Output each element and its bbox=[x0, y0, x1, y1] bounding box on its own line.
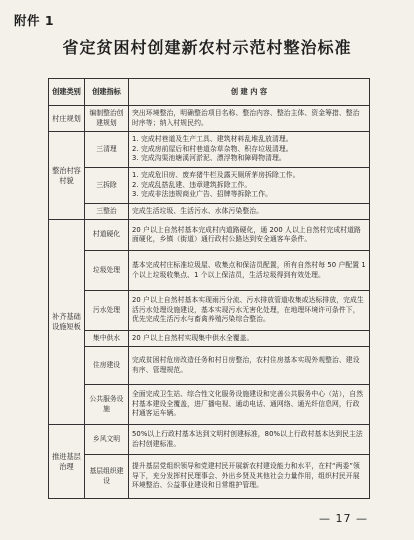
indicator-cell: 公共服务设施 bbox=[85, 385, 129, 425]
category-cell: 村庄规划 bbox=[49, 106, 85, 132]
content-cell: 完成贫困村危房改造任务和村日房整治，农村住房基本实现外观整治、建设有序、管理规范。 bbox=[129, 347, 370, 385]
category-cell: 整治村容村貌 bbox=[49, 132, 85, 220]
content-cell: 基本完成村庄标准垃圾屋、收集点和保洁员配置，所有自然村每 50 户配置 1 个以上垃圾收集点、1 个以上保洁员，生活垃圾得到有效处理。 bbox=[129, 251, 370, 291]
indicator-cell: 三拆除 bbox=[85, 168, 129, 204]
content-cell: 50%以上行政村基本达到文明村创建标准，80%以上行政村基本达到民主法治村创建标准。 bbox=[129, 425, 370, 455]
table-row bbox=[49, 331, 370, 347]
indicator-cell: 集中供水 bbox=[85, 331, 129, 347]
table-row bbox=[49, 106, 370, 132]
content-cell: 1. 完成危旧房、废弃猪牛栏及露天厕所茅房拆除工作。 2. 完成乱搭乱建、违章建筑拆除工作。 3. 完成非法违规商业广告、招牌等拆除工作。 bbox=[129, 168, 370, 204]
table-row bbox=[49, 455, 370, 499]
indicator-cell: 污水处理 bbox=[85, 291, 129, 331]
table-row bbox=[49, 220, 370, 251]
header-content: 创 建 内 容 bbox=[129, 79, 370, 106]
indicator-cell: 编制整治创建规划 bbox=[85, 106, 129, 132]
table-row bbox=[49, 204, 370, 220]
indicator-cell: 住房建设 bbox=[85, 347, 129, 385]
content-cell: 20 户以上自然村实现集中供水全覆盖。 bbox=[129, 331, 370, 347]
page-number: — 17 — bbox=[319, 512, 368, 525]
table-row bbox=[49, 251, 370, 291]
standards-table bbox=[48, 78, 370, 499]
annex-label: 附件 1 bbox=[14, 13, 55, 28]
content-cell: 全面完成卫生站、综合性文化服务设施建设和完善公共服务中心（站），自然村基本建设全覆盖，进厂播电视、通动电话、通网络、通光纤信息网，行政村通客运车辆。 bbox=[129, 385, 370, 425]
indicator-cell: 乡风文明 bbox=[85, 425, 129, 455]
content-cell: 20 户以上自然村基本完成村内道路硬化，通 200 人以上自然村完成村道路面硬化，乡镇（街道）通行政村公路达到安全通客车条件。 bbox=[129, 220, 370, 251]
header-category: 创建类别 bbox=[49, 79, 85, 106]
indicator-cell: 村道硬化 bbox=[85, 220, 129, 251]
table-row bbox=[49, 168, 370, 204]
table-row bbox=[49, 425, 370, 455]
content-cell: 完成生活垃圾、生活污水、水体污染整治。 bbox=[129, 204, 370, 220]
indicator-cell: 三清理 bbox=[85, 132, 129, 168]
content-cell: 突出环境整治，明确整治项目名称、整治内容、整治主体、资金筹措、整治时序等；纳入村规民约。 bbox=[129, 106, 370, 132]
category-cell: 推进基层治理 bbox=[49, 425, 85, 499]
header-indicator: 创建指标 bbox=[85, 79, 129, 106]
content-cell: 提升基层党组织领导和党建村民开展新农村建设能力和水平，在村“两委”领导下，充分发挥村民理事会、外出乡贤及其他社会力量作用，组织村民开展环境整治、公益事业建设和日常维护管理。 bbox=[129, 455, 370, 499]
table-row bbox=[49, 347, 370, 385]
table-row bbox=[49, 385, 370, 425]
page-title: 省定贫困村创建新农村示范村整治标准 bbox=[62, 38, 352, 57]
indicator-cell: 垃圾处理 bbox=[85, 251, 129, 291]
table-header-row bbox=[49, 79, 370, 106]
content-cell: 20 户以上自然村基本实现雨污分流、污水排放管道收集或达标排放，完成生活污水处理设施建设，基本实现污水无害化处理，在地理环境许可条件下，优先完成生活污水与畜禽养殖污染综合整治。 bbox=[129, 291, 370, 331]
content-cell: 1. 完成村巷道及生产工具、建筑材料乱堆乱放清理。 2. 完成房前屋后和村巷道杂草杂物、积存垃圾清理。 3. 完成沟渠池塘溪河淤泥、漂浮物和障碍物清理。 bbox=[129, 132, 370, 168]
category-cell: 补齐基础设施短板 bbox=[49, 220, 85, 425]
table-row bbox=[49, 132, 370, 168]
table-row bbox=[49, 291, 370, 331]
indicator-cell: 三整治 bbox=[85, 204, 129, 220]
indicator-cell: 基层组织建设 bbox=[85, 455, 129, 499]
